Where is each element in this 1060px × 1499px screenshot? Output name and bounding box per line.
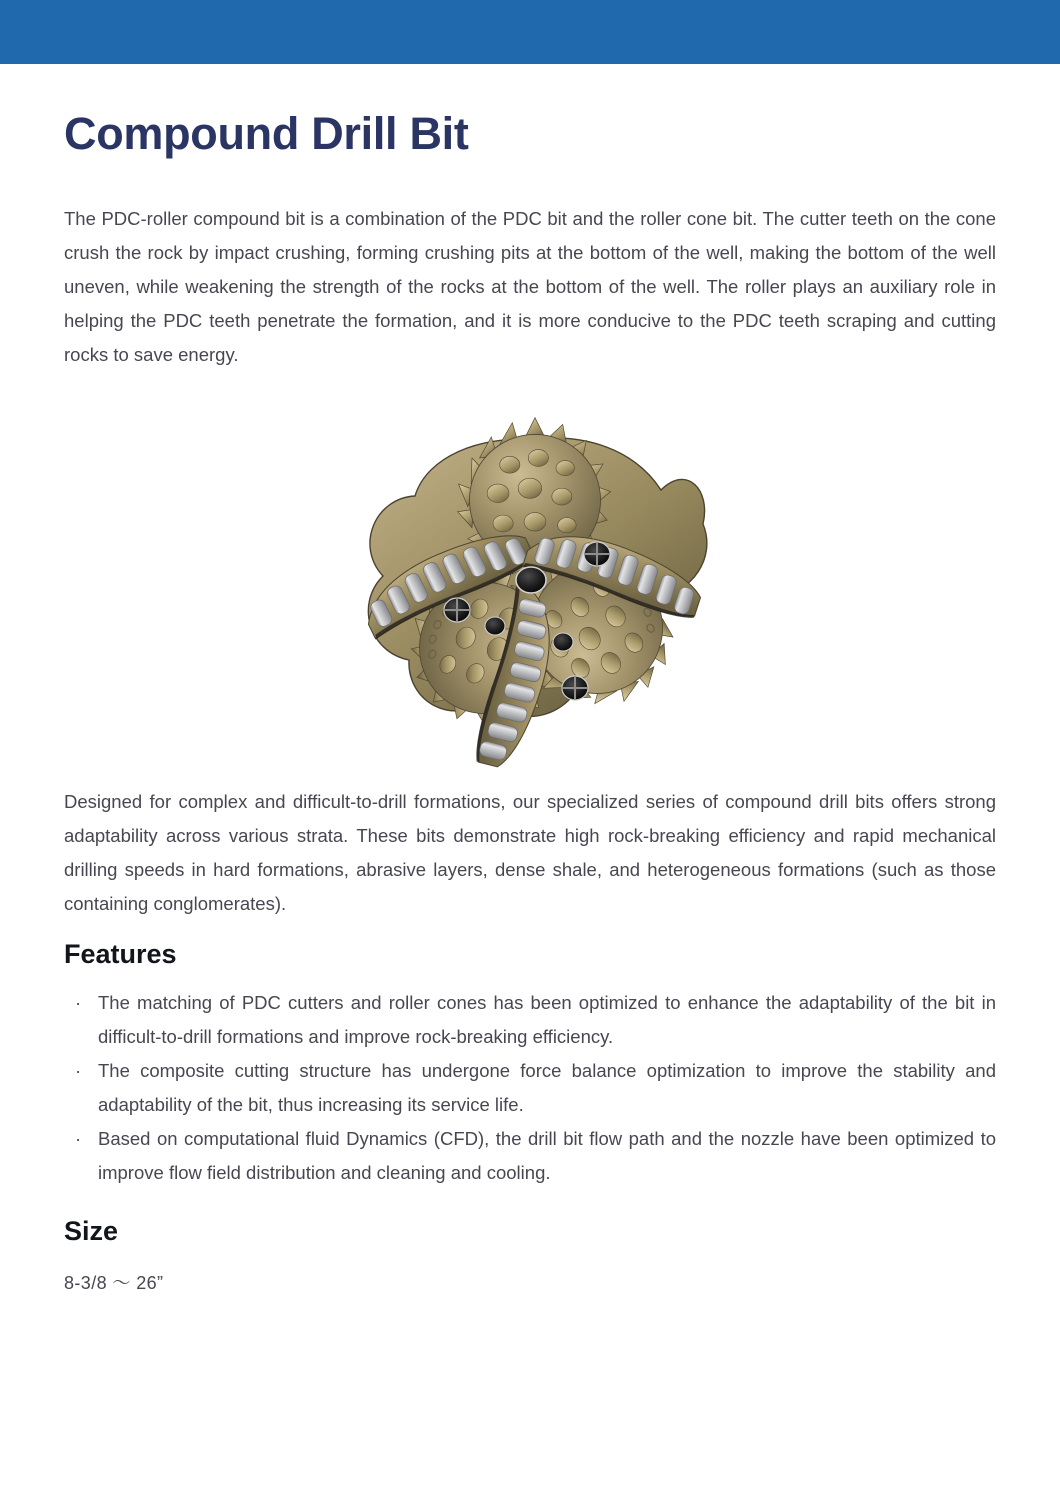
list-item	[64, 1122, 996, 1190]
nozzle-mid-left	[485, 617, 505, 635]
nozzle-mid-right	[553, 633, 573, 651]
compound-drill-bit-image	[335, 398, 725, 778]
description-paragraph: Designed for complex and difficult-to-drill formations, our specialized series of compound drill bits offers strong adaptability across various strata. These bits demonstrate high rock-breaking efficiency and rapid mechanical drilling speeds in hard formations, abrasive layers, dense shale, and heterogeneous formations (such as those containing conglomerates).	[64, 791, 996, 914]
features-list	[64, 986, 996, 1190]
size-heading: Size	[64, 1216, 119, 1247]
page-title: Compound Drill Bit	[64, 108, 469, 159]
product-figure	[64, 390, 996, 785]
list-item-label: Based on computational fluid Dynamics (CFD), the drill bit flow path and the nozzle have been optimized to improve flow field distribution and cleaning and cooling.	[98, 1128, 996, 1184]
top-blue-banner	[0, 0, 1060, 64]
nozzle-center	[516, 567, 546, 593]
size-value: 8-3/8 ～ 26”	[64, 1273, 164, 1294]
bullet-icon: ·	[75, 1128, 82, 1150]
nozzle-left	[444, 598, 470, 622]
list-item-label: The composite cutting structure has undergone force balance optimization to improve the stability and adaptability of the bit, thus increasing its service life.	[98, 1060, 996, 1116]
list-item-label: The matching of PDC cutters and roller cones has been optimized to enhance the adaptability of the bit in difficult-to-drill formations and improve rock-breaking efficiency.	[98, 992, 996, 1048]
drill-bit-illustration	[335, 398, 725, 778]
list-item	[64, 1054, 996, 1122]
nozzle-lower-right	[562, 676, 588, 700]
page-content	[0, 64, 1060, 1297]
list-item	[64, 986, 996, 1054]
intro-paragraph: The PDC-roller compound bit is a combination of the PDC bit and the roller cone bit. The cutter teeth on the cone crush the rock by impact crushing, forming crushing pits at the bottom of the well, making the bottom of the well uneven, while weakening the strength of the rocks at the bottom of the well. The roller plays an auxiliary role in helping the PDC teeth penetrate the formation, and it is more conducive to the PDC teeth scraping and cutting rocks to save energy.	[64, 208, 996, 365]
bullet-icon: ·	[75, 992, 82, 1014]
bullet-icon: ·	[75, 1060, 82, 1082]
features-heading: Features	[64, 939, 177, 969]
nozzle-upper-right	[584, 542, 610, 566]
